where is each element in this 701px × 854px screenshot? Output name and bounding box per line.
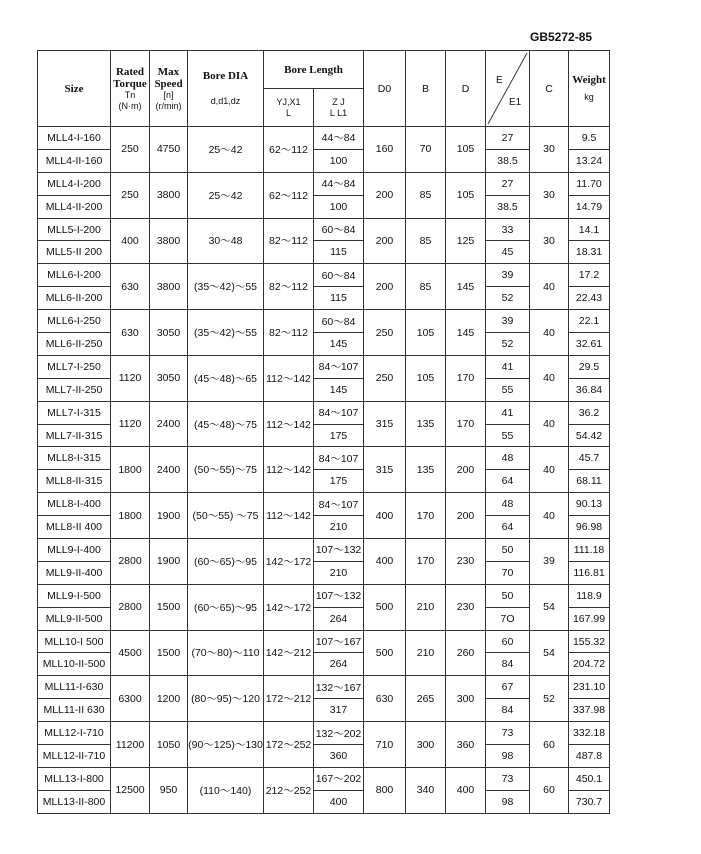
size-cell: MLL10-I 500 — [38, 630, 111, 653]
torque-header — [111, 51, 150, 127]
c-cell: 60 — [530, 767, 569, 813]
table-row — [38, 493, 610, 516]
size-header — [38, 51, 111, 127]
torque-header-line1: Rated — [115, 65, 145, 78]
weight-cell: 36.2 — [569, 401, 610, 424]
bore-dia-cell: (50～55)～75 — [188, 447, 264, 493]
size-cell: MLL4-I-200 — [38, 172, 111, 195]
b-header-label: B — [421, 82, 429, 95]
bore-dia-cell: (60～65)～95 — [188, 539, 264, 585]
e1-cell: 55 — [486, 378, 530, 401]
bore-length-yj-cell: 62～112 — [264, 172, 314, 218]
speed-cell: 3050 — [150, 310, 188, 356]
bore-length-z-cell: 44～84 — [314, 172, 364, 195]
size-cell: MLL6-I-250 — [38, 310, 111, 333]
e-cell: 33 — [486, 218, 530, 241]
bore-length-z-cell: 60～84 — [314, 218, 364, 241]
e1-cell: 52 — [486, 287, 530, 310]
d-cell: 230 — [446, 539, 486, 585]
zj-header-symbols: Z J — [332, 96, 345, 107]
weight-header-unit: kg — [584, 92, 594, 102]
d0-cell: 160 — [364, 127, 406, 173]
weight-cell: 90.13 — [569, 493, 610, 516]
e-header-label: E — [496, 75, 503, 86]
speed-cell: 950 — [150, 767, 188, 813]
bore-length-zj-header — [314, 89, 364, 127]
table-row — [38, 676, 610, 699]
speed-cell: 2400 — [150, 401, 188, 447]
torque-cell: 11200 — [111, 722, 150, 768]
e-cell: 48 — [486, 447, 530, 470]
speed-cell: 4750 — [150, 127, 188, 173]
size-cell: MLL11-I-630 — [38, 676, 111, 699]
d0-cell: 400 — [364, 493, 406, 539]
speed-cell: 1500 — [150, 630, 188, 676]
d-cell: 400 — [446, 767, 486, 813]
torque-cell: 4500 — [111, 630, 150, 676]
yj-header-length: L — [285, 107, 291, 118]
bore-length-z-cell: 84～107 — [314, 447, 364, 470]
size-cell: MLL9-I-400 — [38, 539, 111, 562]
torque-cell: 400 — [111, 218, 150, 264]
e1-cell: 64 — [486, 470, 530, 493]
bore-dia-cell: (45～48)～75 — [188, 401, 264, 447]
b-cell: 170 — [406, 539, 446, 585]
torque-cell: 1800 — [111, 447, 150, 493]
d0-cell: 200 — [364, 264, 406, 310]
e1-cell: 98 — [486, 790, 530, 813]
d-cell: 360 — [446, 722, 486, 768]
torque-header-unit: (N·m) — [118, 100, 142, 111]
bore-dia-cell: 25～42 — [188, 127, 264, 173]
weight-header — [569, 51, 610, 127]
weight-header-title: Weight — [572, 74, 606, 86]
e-cell: 50 — [486, 584, 530, 607]
bore-length-z-cell: 167～202 — [314, 767, 364, 790]
weight-cell: 118.9 — [569, 584, 610, 607]
e1-cell: 52 — [486, 333, 530, 356]
bore-length-j-cell: 100 — [314, 195, 364, 218]
table-row — [38, 539, 610, 562]
e-cell: 27 — [486, 127, 530, 150]
bore-length-yj-cell: 82～112 — [264, 218, 314, 264]
weight-cell: 22.43 — [569, 287, 610, 310]
torque-cell: 1120 — [111, 355, 150, 401]
e-cell: 48 — [486, 493, 530, 516]
e1-cell: 55 — [486, 424, 530, 447]
bore-length-yj-cell: 82～112 — [264, 264, 314, 310]
e-cell: 50 — [486, 539, 530, 562]
b-cell: 265 — [406, 676, 446, 722]
d-header-label: D — [461, 82, 470, 95]
table-row — [38, 310, 610, 333]
e-cell: 41 — [486, 401, 530, 424]
bore-length-j-cell: 400 — [314, 790, 364, 813]
weight-cell: 54.42 — [569, 424, 610, 447]
bore-dia-header — [188, 51, 264, 127]
bore-length-yj-cell: 112～142 — [264, 355, 314, 401]
speed-cell: 3050 — [150, 355, 188, 401]
d0-cell: 630 — [364, 676, 406, 722]
bore-length-yj-cell: 112～142 — [264, 447, 314, 493]
b-cell: 135 — [406, 447, 446, 493]
bore-length-yj-header — [264, 89, 314, 127]
bore-length-j-cell: 317 — [314, 699, 364, 722]
bore-length-yj-cell: 142～172 — [264, 539, 314, 585]
table-row — [38, 722, 610, 745]
weight-cell: 111.18 — [569, 539, 610, 562]
torque-cell: 630 — [111, 264, 150, 310]
table-row — [38, 401, 610, 424]
e-cell: 39 — [486, 264, 530, 287]
bore-length-yj-cell: 82～112 — [264, 310, 314, 356]
e1-header-label: E1 — [509, 97, 522, 108]
weight-cell: 13.24 — [569, 149, 610, 172]
bore-length-z-cell: 60～84 — [314, 264, 364, 287]
torque-cell: 2800 — [111, 539, 150, 585]
size-cell: MLL4-I-160 — [38, 127, 111, 150]
e1-cell: 84 — [486, 699, 530, 722]
weight-cell: 14.79 — [569, 195, 610, 218]
e-cell: 73 — [486, 722, 530, 745]
table-row — [38, 264, 610, 287]
size-cell: MLL12-I-710 — [38, 722, 111, 745]
bore-dia-cell: 25～42 — [188, 172, 264, 218]
weight-cell: 96.98 — [569, 516, 610, 539]
speed-header-line2: Speed — [154, 77, 183, 90]
d-cell: 300 — [446, 676, 486, 722]
e-cell: 27 — [486, 172, 530, 195]
c-header — [530, 51, 569, 127]
speed-header-symbol: [n] — [163, 89, 174, 100]
weight-cell: 36.84 — [569, 378, 610, 401]
bore-length-yj-cell: 172～212 — [264, 676, 314, 722]
weight-cell: 730.7 — [569, 790, 610, 813]
d0-header — [364, 51, 406, 127]
weight-cell: 167.99 — [569, 607, 610, 630]
table-row — [38, 584, 610, 607]
bore-length-header — [264, 51, 364, 89]
c-cell: 30 — [530, 172, 569, 218]
bore-length-j-cell: 175 — [314, 470, 364, 493]
e-e1-header — [486, 51, 530, 127]
bore-length-j-cell: 210 — [314, 561, 364, 584]
weight-cell: 68.11 — [569, 470, 610, 493]
c-cell: 54 — [530, 630, 569, 676]
bore-length-z-cell: 132～167 — [314, 676, 364, 699]
e-cell: 67 — [486, 676, 530, 699]
weight-cell: 231.10 — [569, 676, 610, 699]
size-cell: MLL9-II-400 — [38, 561, 111, 584]
standard-code: GB5272-85 — [530, 30, 593, 44]
bore-length-j-cell: 145 — [314, 378, 364, 401]
e1-cell: 38.5 — [486, 149, 530, 172]
d0-cell: 500 — [364, 630, 406, 676]
bore-length-header-label: Bore Length — [284, 63, 343, 76]
torque-cell: 250 — [111, 172, 150, 218]
d-cell: 125 — [446, 218, 486, 264]
c-cell: 30 — [530, 127, 569, 173]
size-cell: MLL7-II-315 — [38, 424, 111, 447]
yj-header-symbols: YJ,X1 — [276, 96, 301, 107]
b-cell: 70 — [406, 127, 446, 173]
bore-dia-cell: (60～65)～95 — [188, 584, 264, 630]
b-cell: 300 — [406, 722, 446, 768]
d-cell: 230 — [446, 584, 486, 630]
b-cell: 105 — [406, 355, 446, 401]
e-cell: 73 — [486, 767, 530, 790]
e1-cell: 70 — [486, 561, 530, 584]
size-cell: MLL6-I-200 — [38, 264, 111, 287]
d-cell: 145 — [446, 310, 486, 356]
b-cell: 210 — [406, 584, 446, 630]
bore-length-z-cell: 60～84 — [314, 310, 364, 333]
bore-length-j-cell: 210 — [314, 516, 364, 539]
bore-dia-cell: 30～48 — [188, 218, 264, 264]
size-cell: MLL9-II-500 — [38, 607, 111, 630]
bore-dia-cell: (110～140) — [188, 767, 264, 813]
bore-length-yj-cell: 62～112 — [264, 127, 314, 173]
d-cell: 105 — [446, 127, 486, 173]
weight-cell: 332.18 — [569, 722, 610, 745]
size-cell: MLL7-I-315 — [38, 401, 111, 424]
weight-cell: 487.8 — [569, 745, 610, 768]
bore-length-yj-cell: 142～212 — [264, 630, 314, 676]
bore-length-j-cell: 360 — [314, 745, 364, 768]
size-cell: MLL10-II-500 — [38, 653, 111, 676]
weight-cell: 450.1 — [569, 767, 610, 790]
bore-length-j-cell: 175 — [314, 424, 364, 447]
table-row — [38, 127, 610, 150]
weight-cell: 204.72 — [569, 653, 610, 676]
c-cell: 60 — [530, 722, 569, 768]
c-cell: 40 — [530, 493, 569, 539]
bore-length-yj-cell: 142～172 — [264, 584, 314, 630]
c-cell: 40 — [530, 355, 569, 401]
c-cell: 54 — [530, 584, 569, 630]
table-row — [38, 447, 610, 470]
b-cell: 340 — [406, 767, 446, 813]
weight-cell: 337.98 — [569, 699, 610, 722]
weight-cell: 116.81 — [569, 561, 610, 584]
table-row — [38, 355, 610, 378]
d0-cell: 315 — [364, 401, 406, 447]
d-cell: 200 — [446, 493, 486, 539]
speed-cell: 1900 — [150, 493, 188, 539]
speed-cell: 1200 — [150, 676, 188, 722]
e1-cell: 64 — [486, 516, 530, 539]
bore-dia-header-title: Bore DIA — [202, 70, 249, 82]
weight-cell: 32.61 — [569, 333, 610, 356]
b-cell: 210 — [406, 630, 446, 676]
size-cell: MLL9-I-500 — [38, 584, 111, 607]
speed-cell: 2400 — [150, 447, 188, 493]
torque-header-line2: Torque — [113, 77, 147, 90]
speed-header — [150, 51, 188, 127]
bore-length-yj-cell: 212～252 — [264, 767, 314, 813]
bore-length-z-cell: 107～132 — [314, 539, 364, 562]
bore-length-z-cell: 107～167 — [314, 630, 364, 653]
size-cell: MLL6-II-200 — [38, 287, 111, 310]
diagonal-divider — [486, 51, 529, 126]
bore-length-j-cell: 115 — [314, 287, 364, 310]
table-row — [38, 172, 610, 195]
table-row — [38, 630, 610, 653]
b-cell: 105 — [406, 310, 446, 356]
e1-cell: 84 — [486, 653, 530, 676]
size-cell: MLL8-I-400 — [38, 493, 111, 516]
bore-dia-cell: (35～42)～55 — [188, 264, 264, 310]
speed-header-unit: (r/min) — [155, 100, 182, 111]
zj-header-length: L L1 — [329, 107, 348, 118]
bore-dia-cell: (45～48)～65 — [188, 355, 264, 401]
b-header — [406, 51, 446, 127]
bore-dia-cell: (70～80)～110 — [188, 630, 264, 676]
e1-cell: 38.5 — [486, 195, 530, 218]
b-cell: 85 — [406, 264, 446, 310]
bore-length-z-cell: 84～107 — [314, 401, 364, 424]
torque-cell: 2800 — [111, 584, 150, 630]
torque-cell: 630 — [111, 310, 150, 356]
torque-header-symbol: Tn — [124, 89, 136, 100]
d0-cell: 200 — [364, 218, 406, 264]
bore-length-z-cell: 44～84 — [314, 127, 364, 150]
torque-cell: 6300 — [111, 676, 150, 722]
bore-length-j-cell: 100 — [314, 149, 364, 172]
speed-header-line1: Max — [157, 65, 180, 78]
size-cell: MLL4-II-160 — [38, 149, 111, 172]
c-cell: 40 — [530, 310, 569, 356]
e-cell: 39 — [486, 310, 530, 333]
bore-length-yj-cell: 172～252 — [264, 722, 314, 768]
d0-cell: 250 — [364, 355, 406, 401]
torque-cell: 12500 — [111, 767, 150, 813]
weight-cell: 17.2 — [569, 264, 610, 287]
c-cell: 52 — [530, 676, 569, 722]
d0-cell: 710 — [364, 722, 406, 768]
e1-cell: 45 — [486, 241, 530, 264]
bore-length-j-cell: 115 — [314, 241, 364, 264]
torque-cell: 250 — [111, 127, 150, 173]
bore-length-z-cell: 132～202 — [314, 722, 364, 745]
d-cell: 145 — [446, 264, 486, 310]
speed-cell: 1900 — [150, 539, 188, 585]
bore-dia-cell: (90～125)～130 — [188, 722, 264, 768]
weight-cell: 9.5 — [569, 127, 610, 150]
table-row — [38, 767, 610, 790]
e1-cell: 98 — [486, 745, 530, 768]
bore-length-yj-cell: 112～142 — [264, 493, 314, 539]
d-cell: 260 — [446, 630, 486, 676]
d0-cell: 800 — [364, 767, 406, 813]
e-cell: 41 — [486, 355, 530, 378]
e1-cell: 7O — [486, 607, 530, 630]
d-cell: 105 — [446, 172, 486, 218]
weight-cell: 155.32 — [569, 630, 610, 653]
size-cell: MLL6-II-250 — [38, 333, 111, 356]
d-cell: 170 — [446, 401, 486, 447]
d-header — [446, 51, 486, 127]
size-cell: MLL5-II 200 — [38, 241, 111, 264]
c-header-label: C — [545, 82, 553, 95]
size-cell: MLL7-I-250 — [38, 355, 111, 378]
speed-cell: 1500 — [150, 584, 188, 630]
size-cell: MLL8-I-315 — [38, 447, 111, 470]
size-cell: MLL4-II-200 — [38, 195, 111, 218]
bore-length-j-cell: 264 — [314, 653, 364, 676]
c-cell: 40 — [530, 447, 569, 493]
size-cell: MLL8-II 400 — [38, 516, 111, 539]
speed-cell: 3800 — [150, 218, 188, 264]
c-cell: 30 — [530, 218, 569, 264]
speed-cell: 3800 — [150, 264, 188, 310]
table-row — [38, 218, 610, 241]
bore-dia-header-symbols: d,d1,dz — [210, 96, 241, 106]
size-cell: MLL12-II-710 — [38, 745, 111, 768]
d0-cell: 315 — [364, 447, 406, 493]
bore-dia-cell: (35～42)～55 — [188, 310, 264, 356]
spec-table-body — [38, 127, 610, 814]
e-cell: 60 — [486, 630, 530, 653]
bore-length-j-cell: 145 — [314, 333, 364, 356]
bore-dia-cell: (80～95)～120 — [188, 676, 264, 722]
d0-cell: 250 — [364, 310, 406, 356]
weight-cell: 29.5 — [569, 355, 610, 378]
size-cell: MLL13-I-800 — [38, 767, 111, 790]
size-cell: MLL8-II-315 — [38, 470, 111, 493]
b-cell: 135 — [406, 401, 446, 447]
size-cell: MLL7-II-250 — [38, 378, 111, 401]
size-cell: MLL11-II 630 — [38, 699, 111, 722]
weight-cell: 14.1 — [569, 218, 610, 241]
weight-cell: 45.7 — [569, 447, 610, 470]
speed-cell: 3800 — [150, 172, 188, 218]
bore-dia-cell: (50～55) ～75 — [188, 493, 264, 539]
d0-header-label: D0 — [377, 82, 392, 95]
c-cell: 40 — [530, 264, 569, 310]
d0-cell: 500 — [364, 584, 406, 630]
bore-length-z-cell: 107～132 — [314, 584, 364, 607]
b-cell: 170 — [406, 493, 446, 539]
d-cell: 200 — [446, 447, 486, 493]
bore-length-yj-cell: 112～142 — [264, 401, 314, 447]
weight-cell: 22.1 — [569, 310, 610, 333]
coupling-spec-table — [37, 50, 610, 814]
torque-cell: 1120 — [111, 401, 150, 447]
d0-cell: 200 — [364, 172, 406, 218]
weight-cell: 18.31 — [569, 241, 610, 264]
torque-cell: 1800 — [111, 493, 150, 539]
size-header-label: Size — [64, 82, 84, 95]
c-cell: 39 — [530, 539, 569, 585]
bore-length-z-cell: 84～107 — [314, 493, 364, 516]
b-cell: 85 — [406, 218, 446, 264]
weight-cell: 11.70 — [569, 172, 610, 195]
c-cell: 40 — [530, 401, 569, 447]
d0-cell: 400 — [364, 539, 406, 585]
speed-cell: 1050 — [150, 722, 188, 768]
bore-length-j-cell: 264 — [314, 607, 364, 630]
b-cell: 85 — [406, 172, 446, 218]
size-cell: MLL5-I-200 — [38, 218, 111, 241]
d-cell: 170 — [446, 355, 486, 401]
bore-length-z-cell: 84～107 — [314, 355, 364, 378]
size-cell: MLL13-II-800 — [38, 790, 111, 813]
